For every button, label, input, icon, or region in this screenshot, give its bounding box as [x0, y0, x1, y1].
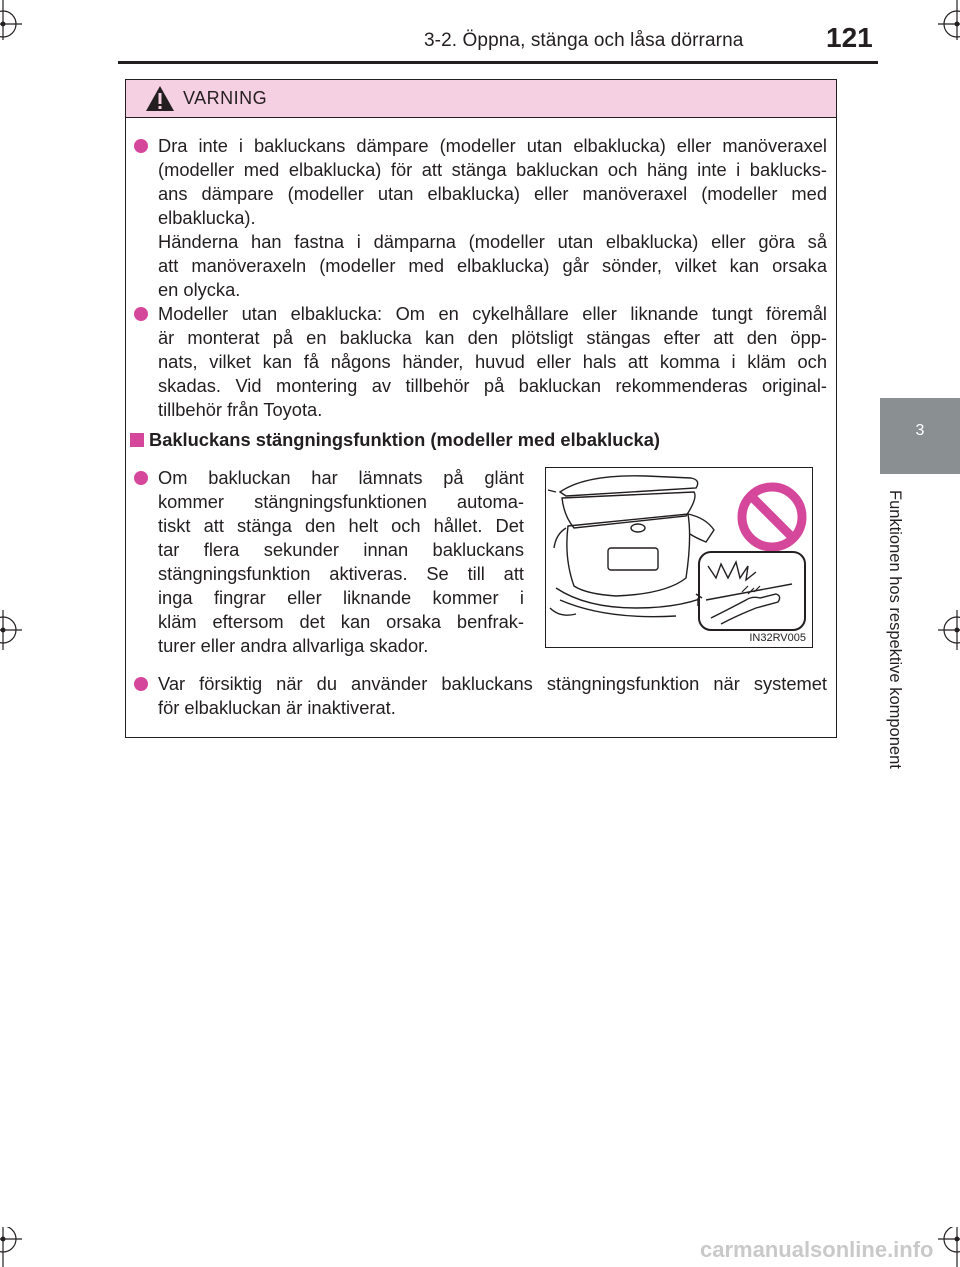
chapter-title-text: Funktionen hos respektive komponent [886, 490, 904, 769]
text-line: turer eller andra allvarliga skador. [158, 635, 429, 656]
crop-mark-top-left [0, 0, 40, 40]
bullet-icon [134, 677, 148, 691]
crop-mark-mid-right [920, 610, 960, 650]
section-square-icon [130, 433, 144, 447]
section-title: 3-2. Öppna, stänga och låsa dörrarna [424, 30, 744, 51]
text-line: stängningsfunktion aktiveras. Se till att [158, 563, 524, 584]
header-rule [118, 61, 878, 64]
bullet-icon [134, 307, 148, 321]
chapter-title-vertical [885, 490, 915, 820]
bullet-icon [134, 139, 148, 153]
warning-title: VARNING [183, 88, 268, 108]
text-line: en olycka. [158, 279, 241, 300]
crop-mark-bottom-left [0, 1227, 40, 1267]
chapter-tab [880, 398, 960, 474]
text-line: Var försiktig när du använder bakluckans stängningsfunktion när systemet [158, 673, 827, 694]
text-line: elbaklucka). [158, 207, 256, 228]
crop-mark-mid-left [0, 610, 40, 650]
text-line: Dra inte i bakluckans dämpare (modeller utan elbaklucka) eller manöveraxel [158, 135, 827, 156]
text-line: nats, vilket kan få någons händer, huvud eller hals att komma i kläm och [158, 351, 827, 372]
illustration-code: IN32RV005 [749, 632, 806, 644]
text-line: Modeller utan elbaklucka: Om en cykelhållare eller liknande tungt föremål [158, 303, 827, 324]
warning-triangle-icon [145, 85, 175, 112]
text-line: tar flera sekunder innan bakluckans [158, 539, 524, 560]
chapter-number: 3 [915, 422, 925, 439]
text-line: att manöveraxeln (modeller med elbaklucka) går sönder, vilket kan orsaka [158, 255, 827, 276]
tailgate-drawing [546, 468, 812, 647]
text-line: (modeller med elbaklucka) för att stänga bakluckan och häng inte i baklucks- [158, 159, 827, 180]
text-line: inga fingrar eller liknande kommer i [158, 587, 524, 608]
subheading: Bakluckans stängningsfunktion (modeller med elbaklucka) [149, 429, 660, 450]
text-line: Om bakluckan har lämnats på glänt [158, 467, 524, 488]
site-watermark: carmanualsonline.info [700, 1237, 934, 1262]
bullet-icon [134, 471, 148, 485]
prohibition-icon [742, 487, 802, 547]
text-line: skadas. Vid montering av tillbehör på bakluckan rekommenderas original- [158, 375, 827, 396]
detail-inset [699, 552, 805, 630]
text-line: tiskt att stänga den helt och hållet. Det [158, 515, 524, 536]
text-line: Händerna han fastna i dämparna (modeller utan elbaklucka) eller göra så [158, 231, 827, 252]
text-line: kommer stängningsfunktionen automa- [158, 491, 524, 512]
text-line: tillbehör från Toyota. [158, 399, 323, 420]
crop-mark-top-right [920, 0, 960, 40]
text-line: kläm eftersom det kan orsaka benfrak- [158, 611, 524, 632]
tailgate-illustration [545, 467, 813, 648]
text-line: för elbakluckan är inaktiverat. [158, 697, 396, 718]
text-line: ans dämpare (modeller utan elbaklucka) eller manöveraxel (modeller med [158, 183, 827, 204]
text-line: är monterat på en baklucka kan den plötsligt stängas efter att den öpp- [158, 327, 827, 348]
page-number: 121 [826, 22, 873, 53]
warning-header [126, 80, 836, 118]
